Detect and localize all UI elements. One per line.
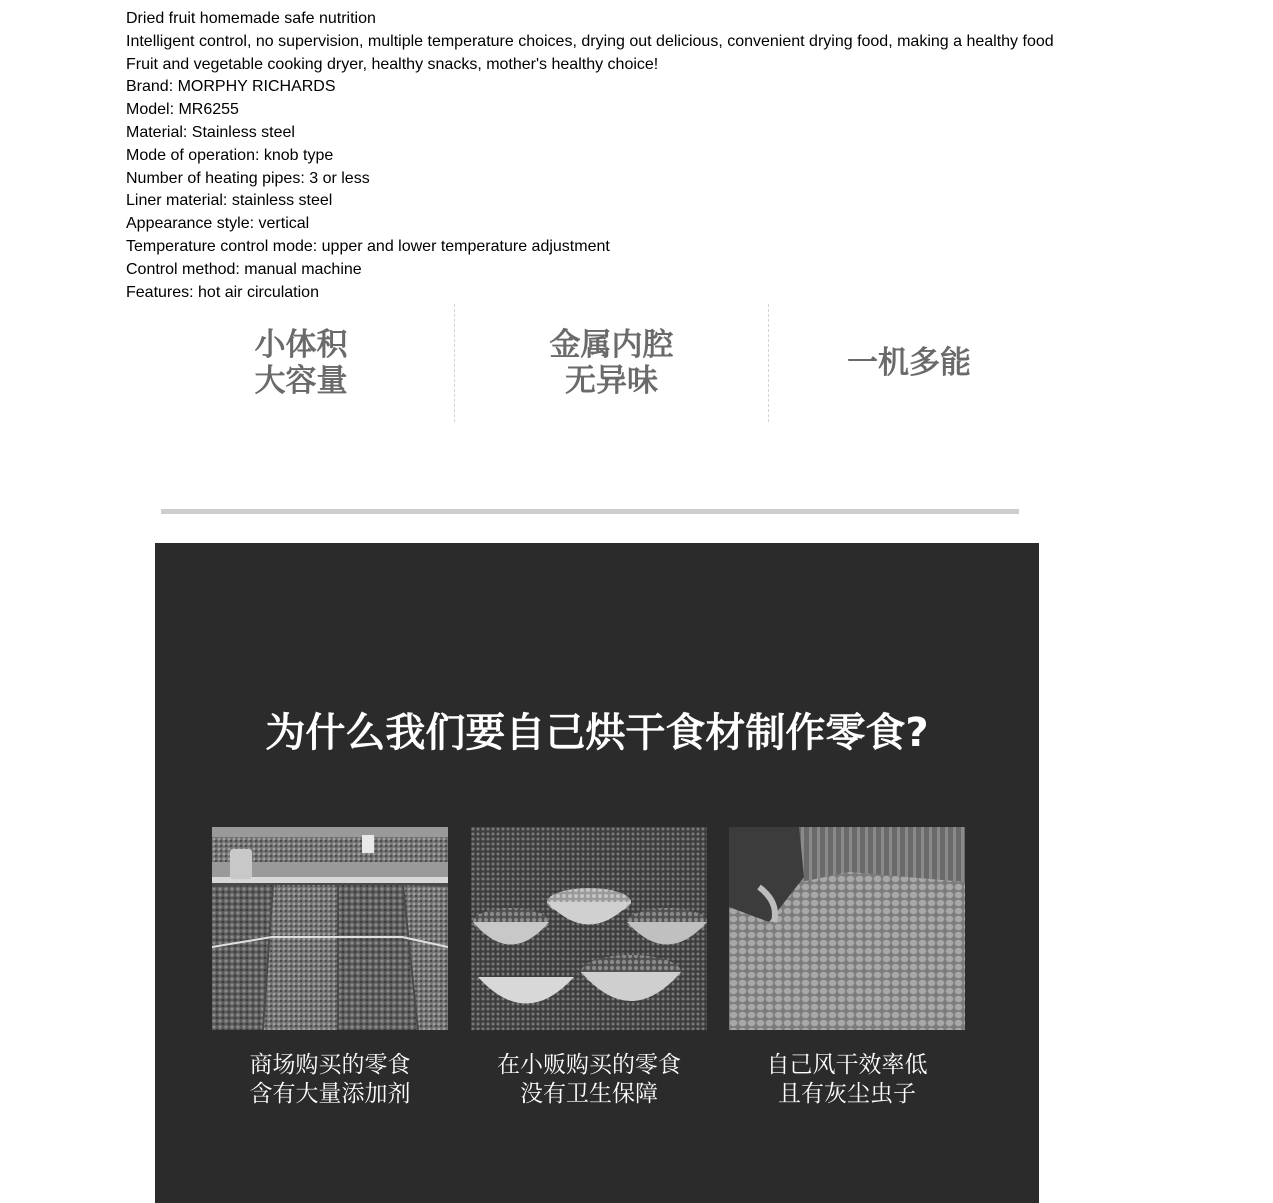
market-snacks-photo: [212, 827, 448, 1030]
product-spec-list: [126, 8, 1054, 304]
spec-brand: Brand: MORPHY RICHARDS: [126, 78, 336, 96]
spec-temperature-control: Temperature control mode: upper and lower temperature adjustment: [126, 237, 610, 255]
spec-liner-material: Liner material: stainless steel: [126, 192, 333, 210]
feature-metal-cavity: 金属内腔 无异味: [454, 304, 769, 422]
spec-operation-mode: Mode of operation: knob type: [126, 146, 334, 164]
air-drying-photo: [729, 827, 965, 1030]
caption-market-snacks: 商场购买的零食 含有大量添加剂: [249, 1052, 411, 1107]
why-dry-panel: [155, 543, 1039, 1203]
section-divider: [161, 509, 1019, 514]
caption-air-drying: 自己风干效率低 且有灰尘虫子: [766, 1052, 928, 1107]
panel-heading: 为什么我们要自己烘干食材制作零食?: [265, 710, 929, 756]
spec-tagline: Dried fruit homemade safe nutrition: [126, 10, 376, 27]
spec-control-method: Control method: manual machine: [126, 260, 362, 278]
feature-compact-capacity: 小体积 大容量: [254, 327, 348, 399]
caption-vendor-snacks: 在小贩购买的零食 没有卫生保障: [497, 1052, 681, 1107]
spec-slogan: Fruit and vegetable cooking dryer, healthy snacks, mother's healthy choice!: [126, 55, 659, 73]
feature-banner: [148, 304, 1068, 422]
vendor-snacks-photo: [471, 827, 707, 1030]
spec-features: Features: hot air circulation: [126, 283, 319, 301]
spec-description: Intelligent control, no supervision, multiple temperature choices, drying out delicious, convenient drying food, making a healthy food: [126, 32, 1054, 50]
spec-appearance: Appearance style: vertical: [126, 215, 310, 233]
spec-model: Model: MR6255: [126, 101, 239, 119]
feature-multifunction: 一机多能: [847, 345, 971, 381]
spec-heating-pipes: Number of heating pipes: 3 or less: [126, 169, 370, 187]
spec-material: Material: Stainless steel: [126, 123, 295, 141]
